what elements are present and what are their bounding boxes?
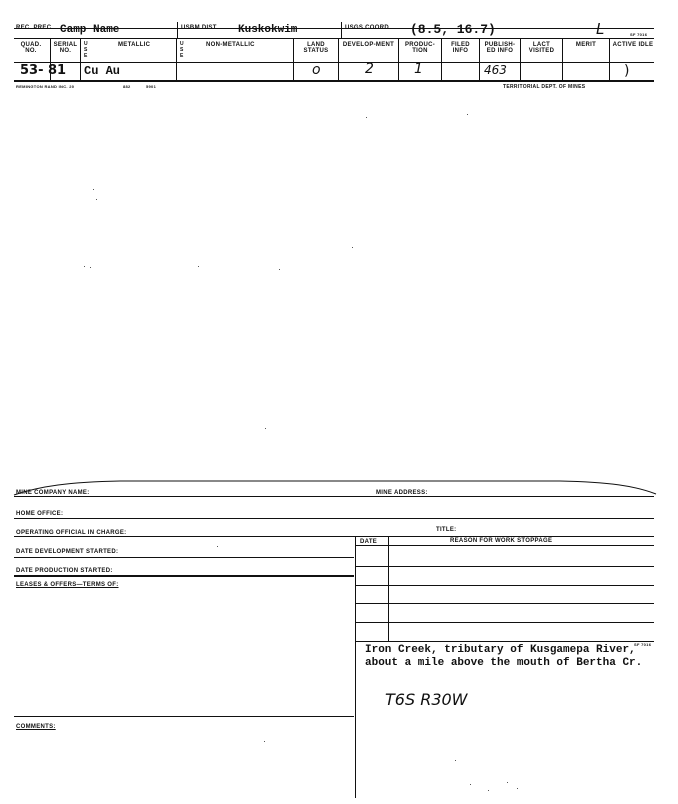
title-label: TITLE: <box>436 527 457 533</box>
published-info-value: 463 <box>484 63 507 77</box>
department-imprint: TERRITORIAL DEPT. OF MINES <box>503 84 586 90</box>
home-office-label: HOME OFFICE: <box>16 511 64 517</box>
small-form-code: SF 7016 <box>634 642 652 647</box>
col-metallic: METALLIC <box>118 42 151 48</box>
land-status-value: o <box>312 62 321 78</box>
handwritten-mark: L <box>596 20 605 38</box>
comments-label: COMMENTS: <box>16 724 56 730</box>
active-idle-value: ) <box>624 63 630 79</box>
date-column-header: DATE <box>360 539 378 545</box>
date-production-started-label: DATE PRODUCTION STARTED: <box>16 568 113 574</box>
rec-prec-value: Camp Name <box>60 24 120 36</box>
development-value: 2 <box>365 61 374 77</box>
rec-prec-label: REC. PREC. <box>16 25 54 31</box>
printer-code-2: 5901 <box>146 84 157 89</box>
usbm-dist-label: USBM DIST. <box>181 25 219 31</box>
quad-serial-value: 53- 81 <box>20 63 67 78</box>
col-serial-no: SERIAL NO. <box>53 42 78 54</box>
printer-imprint: REMINGTON RAND INC. 20 <box>16 84 75 89</box>
col-filed-info: FILED INFO <box>451 42 470 54</box>
reason-column-header: REASON FOR WORK STOPPAGE <box>450 538 553 544</box>
township-range-note: T6S R30W <box>385 690 468 709</box>
col-last-visited: LACT VISITED <box>528 42 555 54</box>
usbm-dist-value: Kuskokwim <box>238 24 298 36</box>
col-production: PRODUC-TION <box>404 42 436 54</box>
printer-code-1: 882 <box>123 84 131 89</box>
usgs-coord-value: (8.5, 16.7) <box>410 22 496 37</box>
form-number: SF 7016 <box>630 32 648 37</box>
leases-offers-label: LEASES & OFFERS—TERMS OF: <box>16 582 119 588</box>
col-use-marker-2: U S E <box>180 41 184 59</box>
location-note-line-2: about a mile above the mouth of Bertha Cr. <box>365 657 643 669</box>
mine-company-name-label: MINE COMPANY NAME: <box>16 490 90 496</box>
production-value: 1 <box>414 61 423 77</box>
usgs-coord-label: USGS COORD. <box>345 25 391 31</box>
col-use-marker-1: U S E <box>84 41 88 59</box>
location-note-line-1: Iron Creek, tributary of Kusgamepa River, <box>365 644 636 656</box>
card-fold-line <box>10 474 670 496</box>
col-merit: MERIT <box>575 42 597 48</box>
col-published-info: PUBLISH-ED INFO <box>484 42 516 54</box>
col-non-metallic: NON-METALLIC <box>206 42 255 48</box>
metallic-value: Cu Au <box>84 64 121 78</box>
col-active-idle: ACTIVE IDLE <box>612 42 654 48</box>
col-quad-no: QUAD. NO. <box>20 42 42 54</box>
col-land-status: LAND STATUS <box>303 42 329 54</box>
col-development: DEVELOP-MENT <box>342 42 395 48</box>
operating-official-label: OPERATING OFFICIAL IN CHARGE: <box>16 530 127 536</box>
mine-address-label: MINE ADDRESS: <box>376 490 428 496</box>
date-development-started-label: DATE DEVELOPMENT STARTED: <box>16 549 119 555</box>
